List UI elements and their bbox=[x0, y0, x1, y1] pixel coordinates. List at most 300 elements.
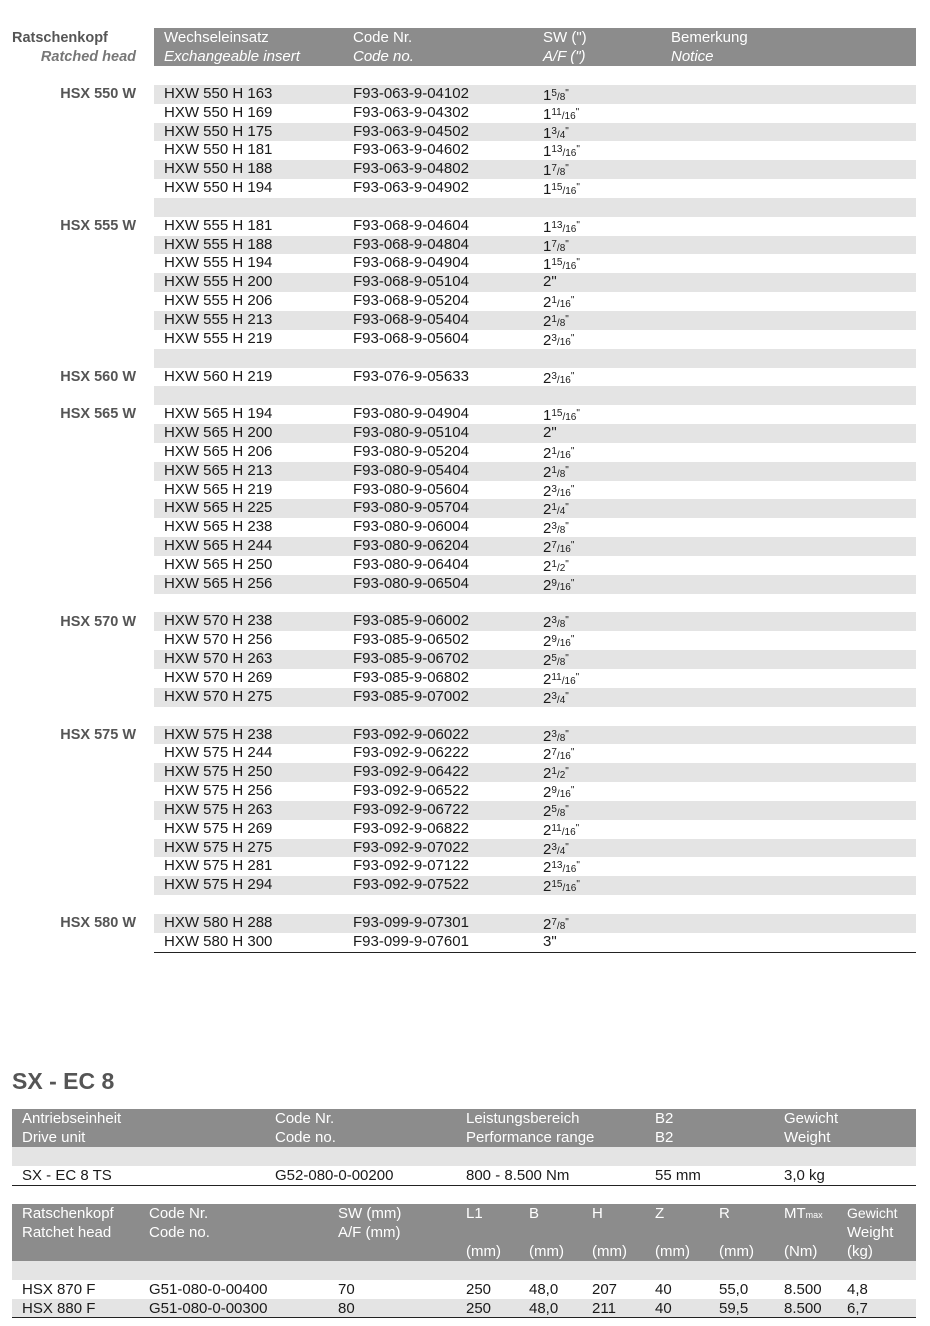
code-cell: F93-092-9-06522 bbox=[353, 782, 469, 800]
head-mt: 8.500 bbox=[784, 1281, 822, 1298]
head-col-mt-sub: max bbox=[805, 1210, 823, 1220]
sw-cell: $1^{15}/16^"$ bbox=[543, 256, 580, 274]
sw-denominator: 8 bbox=[559, 732, 566, 744]
sw-whole: 1 bbox=[543, 256, 552, 274]
sw-denominator: 16 bbox=[559, 789, 571, 801]
sw-whole: 2 bbox=[543, 273, 552, 291]
ratchet-head-label: HSX 555 W bbox=[60, 217, 136, 234]
unit-r: (mm) bbox=[719, 1243, 754, 1260]
code-cell: F93-076-9-05633 bbox=[353, 367, 469, 385]
col-sw-en: A/F (") bbox=[543, 48, 586, 65]
main-table-body bbox=[154, 66, 916, 952]
head-col-h: H bbox=[592, 1205, 603, 1222]
code-cell: F93-092-9-06022 bbox=[353, 725, 469, 743]
table-row bbox=[154, 292, 916, 311]
sw-cell: $1^7/8^"$ bbox=[543, 237, 569, 255]
drive-range: 800 - 8.500 Nm bbox=[466, 1167, 570, 1184]
sw-denominator: 16 bbox=[564, 110, 576, 122]
sw-numerator: 15 bbox=[551, 257, 563, 269]
sw-cell: $2^1/16^"$ bbox=[543, 444, 575, 462]
sw-cell: $2^1/8^"$ bbox=[543, 312, 569, 330]
code-cell: F93-063-9-04902 bbox=[353, 179, 469, 197]
insert-cell: HXW 565 H 200 bbox=[164, 424, 273, 442]
sw-denominator: 16 bbox=[565, 148, 577, 160]
ratchet-head-header bbox=[12, 29, 136, 67]
ratchet-head-label: HSX 560 W bbox=[60, 368, 136, 385]
sw-whole: 2 bbox=[543, 840, 552, 858]
drive-col-weight-de: Gewicht bbox=[784, 1110, 839, 1127]
table-row bbox=[154, 650, 916, 669]
sw-denominator: 16 bbox=[559, 581, 571, 593]
head-bottom-rule bbox=[12, 1317, 916, 1318]
ratchet-head-label: HSX 550 W bbox=[60, 85, 136, 102]
spacer-row bbox=[154, 895, 916, 914]
sw-whole: 1 bbox=[543, 143, 552, 161]
insert-cell: HXW 555 H 188 bbox=[164, 235, 273, 253]
table-row bbox=[154, 763, 916, 782]
sw-numerator: 1 bbox=[551, 502, 557, 514]
sw-cell: $2^1/8^"$ bbox=[543, 463, 569, 481]
sw-whole: 2 bbox=[543, 614, 552, 632]
sw-cell: $2^3/16^"$ bbox=[543, 369, 575, 387]
table-row bbox=[154, 368, 916, 387]
insert-cell: HXW 575 H 269 bbox=[164, 819, 273, 837]
col-notice-de: Bemerkung bbox=[671, 29, 748, 46]
drive-bottom-rule bbox=[12, 1185, 916, 1186]
code-cell: F93-085-9-06802 bbox=[353, 669, 469, 686]
sw-whole: 1 bbox=[543, 181, 552, 199]
sw-whole: 2 bbox=[543, 331, 552, 349]
sw-numerator: 3 bbox=[551, 728, 557, 740]
unit-h: (mm) bbox=[592, 1243, 627, 1260]
table-row bbox=[154, 688, 916, 707]
ratchet-head-label: HSX 580 W bbox=[60, 915, 136, 932]
sw-whole: 2 bbox=[543, 878, 552, 896]
sw-cell: $1^3/4^"$ bbox=[543, 124, 569, 142]
table-row bbox=[154, 273, 916, 292]
head-weight: 4,8 bbox=[847, 1281, 868, 1298]
table-row bbox=[154, 575, 916, 594]
unit-z: (mm) bbox=[655, 1243, 690, 1260]
table-row bbox=[154, 160, 916, 179]
sw-whole: 1 bbox=[543, 237, 552, 255]
drive-col-code-de: Code Nr. bbox=[275, 1110, 335, 1127]
code-cell: F93-092-9-07022 bbox=[353, 838, 469, 856]
sw-numerator: 1 bbox=[551, 313, 557, 325]
sw-numerator: 5 bbox=[551, 87, 557, 99]
code-cell: F93-063-9-04502 bbox=[353, 122, 469, 140]
sw-numerator: 7 bbox=[551, 916, 557, 928]
insert-cell: HXW 550 H 188 bbox=[164, 160, 273, 178]
header-en: Ratched head bbox=[40, 49, 136, 65]
table-row bbox=[154, 123, 916, 142]
sw-denominator: 8 bbox=[559, 657, 566, 669]
sw-numerator: 11 bbox=[551, 106, 562, 118]
sw-cell: $2^1/2^"$ bbox=[543, 557, 569, 575]
insert-cell: HXW 560 H 219 bbox=[164, 367, 273, 385]
sw-denominator: 8 bbox=[559, 525, 566, 537]
table-row bbox=[154, 104, 916, 123]
sw-whole: 2 bbox=[543, 915, 552, 933]
sw-cell: $1^{15}/16^"$ bbox=[543, 407, 580, 425]
col-insert-de: Wechseleinsatz bbox=[164, 29, 269, 46]
sw-cell: $2^{11}/16^"$ bbox=[543, 671, 580, 688]
sw-numerator: 1 bbox=[551, 464, 557, 476]
sw-denominator: 16 bbox=[565, 223, 577, 235]
sw-denominator: 16 bbox=[565, 883, 577, 895]
insert-cell: HXW 575 H 294 bbox=[164, 876, 273, 894]
insert-cell: HXW 565 H 213 bbox=[164, 461, 273, 479]
table-row bbox=[154, 311, 916, 330]
sw-cell: $1^7/8^"$ bbox=[543, 162, 569, 180]
insert-cell: HXW 575 H 244 bbox=[164, 744, 273, 762]
sw-whole: 2 bbox=[543, 444, 552, 462]
sw-denominator: 4 bbox=[559, 129, 566, 141]
head-r: 55,0 bbox=[719, 1281, 749, 1298]
drive-col-unit-en: Drive unit bbox=[22, 1129, 86, 1146]
unit-l1: (mm) bbox=[466, 1243, 501, 1260]
sw-cell: $2^3/4^"$ bbox=[543, 689, 569, 707]
sw-whole: 2 bbox=[543, 520, 552, 538]
table-row bbox=[154, 876, 916, 895]
sw-whole: 2 bbox=[543, 765, 552, 783]
col-code-en: Code no. bbox=[353, 48, 414, 65]
sw-whole: 2 bbox=[543, 557, 552, 575]
insert-cell: HXW 575 H 281 bbox=[164, 857, 273, 875]
drive-b2: 55 mm bbox=[655, 1167, 701, 1184]
insert-cell: HXW 565 H 206 bbox=[164, 442, 273, 460]
sw-numerator: 3 bbox=[551, 690, 557, 702]
sw-numerator: 15 bbox=[551, 408, 563, 420]
table-row bbox=[154, 405, 916, 424]
drive-unit-header bbox=[12, 1109, 916, 1147]
insert-cell: HXW 550 H 169 bbox=[164, 103, 273, 121]
sw-denominator: 16 bbox=[565, 186, 577, 198]
insert-cell: HXW 570 H 275 bbox=[164, 687, 273, 705]
sw-whole: 2 bbox=[543, 859, 552, 877]
sw-numerator: 15 bbox=[551, 879, 563, 891]
code-cell: F93-092-9-06822 bbox=[353, 819, 469, 837]
table-row bbox=[154, 330, 916, 349]
code-cell: F93-080-9-05704 bbox=[353, 499, 469, 517]
code-cell: F93-092-9-06222 bbox=[353, 744, 469, 762]
header-de: Ratschenkopf bbox=[12, 30, 108, 46]
col-sw-de: SW (") bbox=[543, 29, 587, 46]
col-notice-en: Notice bbox=[671, 48, 714, 65]
col-code-de: Code Nr. bbox=[353, 29, 413, 46]
code-cell: F93-063-9-04102 bbox=[353, 84, 469, 102]
sw-denominator: 8 bbox=[559, 167, 566, 179]
head-table-row bbox=[12, 1299, 916, 1318]
insert-cell: HXW 565 H 244 bbox=[164, 537, 273, 555]
code-cell: F93-080-9-05104 bbox=[353, 424, 469, 442]
sw-denominator: 16 bbox=[564, 826, 576, 838]
code-cell: F93-068-9-04804 bbox=[353, 235, 469, 253]
code-cell: F93-080-9-04904 bbox=[353, 405, 469, 423]
head-col-z: Z bbox=[655, 1205, 665, 1222]
sw-numerator: 7 bbox=[551, 540, 557, 552]
sw-cell: 2" bbox=[543, 424, 557, 442]
sw-numerator: 1 bbox=[551, 766, 557, 778]
code-cell: F93-092-9-07522 bbox=[353, 876, 469, 894]
code-cell: F93-085-9-06702 bbox=[353, 650, 469, 668]
table-row bbox=[154, 254, 916, 273]
sw-whole: 2 bbox=[543, 539, 552, 557]
head-col-mt-label: MT bbox=[784, 1205, 806, 1222]
ratchet-head-label: HSX 570 W bbox=[60, 613, 136, 630]
insert-cell: HXW 565 H 219 bbox=[164, 480, 273, 498]
insert-cell: HXW 575 H 238 bbox=[164, 725, 273, 743]
table-row bbox=[154, 744, 916, 763]
unit-b: (mm) bbox=[529, 1243, 564, 1260]
head-name: HSX 870 F bbox=[22, 1281, 96, 1298]
sw-denominator: 16 bbox=[559, 638, 571, 650]
insert-cell: HXW 550 H 181 bbox=[164, 141, 273, 159]
code-cell: F93-092-9-07122 bbox=[353, 857, 469, 875]
sw-whole: 2 bbox=[543, 802, 552, 820]
sw-denominator: 8 bbox=[559, 468, 566, 480]
head-col-l1: L1 bbox=[466, 1205, 483, 1222]
sw-whole: 2 bbox=[543, 784, 552, 802]
sw-cell: $1^{15}/16^"$ bbox=[543, 181, 580, 199]
sw-numerator: 9 bbox=[551, 577, 557, 589]
sw-numerator: 9 bbox=[551, 785, 557, 797]
sw-cell: $2^3/8^"$ bbox=[543, 614, 569, 632]
code-cell: F93-092-9-06722 bbox=[353, 800, 469, 818]
sw-numerator: 3 bbox=[551, 615, 557, 627]
sw-numerator: 13 bbox=[551, 219, 563, 231]
sw-cell: $2^5/8^"$ bbox=[543, 652, 569, 670]
insert-cell: HXW 565 H 250 bbox=[164, 555, 273, 573]
sw-numerator: 15 bbox=[551, 182, 563, 194]
sw-denominator: 16 bbox=[559, 374, 571, 386]
insert-cell: HXW 550 H 175 bbox=[164, 122, 273, 140]
insert-cell: HXW 575 H 256 bbox=[164, 782, 273, 800]
sw-numerator: 5 bbox=[551, 653, 557, 665]
head-col-mt bbox=[784, 1204, 823, 1225]
table-row bbox=[154, 424, 916, 443]
sw-numerator: 3 bbox=[551, 521, 557, 533]
code-cell: F93-080-9-05604 bbox=[353, 480, 469, 498]
sw-denominator: 8 bbox=[559, 317, 566, 329]
col-insert-en: Exchangeable insert bbox=[164, 48, 300, 65]
sw-whole: 2 bbox=[543, 312, 552, 330]
sw-whole: 2 bbox=[543, 727, 552, 745]
sw-cell: $1^{13}/16^"$ bbox=[543, 143, 580, 161]
insert-cell: HXW 565 H 194 bbox=[164, 405, 273, 423]
head-weight: 6,7 bbox=[847, 1300, 868, 1317]
table-row bbox=[154, 726, 916, 745]
head-col-head-en: Ratchet head bbox=[22, 1224, 112, 1241]
sw-denominator: 2 bbox=[559, 770, 566, 782]
drive-col-weight-en: Weight bbox=[784, 1129, 831, 1146]
spacer-row bbox=[154, 386, 916, 405]
sw-numerator: 13 bbox=[551, 860, 563, 872]
head-mt: 8.500 bbox=[784, 1300, 822, 1317]
code-cell: F93-080-9-06504 bbox=[353, 574, 469, 592]
sw-whole: 1 bbox=[543, 407, 552, 425]
table-row bbox=[154, 179, 916, 198]
code-cell: F93-068-9-04904 bbox=[353, 254, 469, 272]
unit-weight: (kg) bbox=[847, 1243, 873, 1260]
sw-numerator: 1 bbox=[551, 295, 557, 307]
sw-numerator: 11 bbox=[551, 672, 562, 683]
head-name: HSX 880 F bbox=[22, 1300, 96, 1317]
sw-numerator: 1 bbox=[551, 445, 557, 457]
sw-numerator: 1 bbox=[551, 558, 557, 570]
insert-cell: HXW 565 H 256 bbox=[164, 574, 273, 592]
insert-cell: HXW 580 H 288 bbox=[164, 913, 273, 931]
sw-cell: $2^1/4^"$ bbox=[543, 501, 569, 519]
sw-whole: 2 bbox=[543, 369, 552, 387]
sw-denominator: 4 bbox=[559, 845, 566, 857]
sw-cell: $2^7/16^"$ bbox=[543, 539, 575, 557]
insert-cell: HXW 570 H 269 bbox=[164, 669, 273, 686]
insert-cell: HXW 570 H 256 bbox=[164, 631, 273, 649]
spacer-row bbox=[154, 66, 916, 85]
section-title: SX - EC 8 bbox=[12, 1068, 115, 1094]
spacer-row bbox=[154, 349, 916, 368]
sw-cell: $2^3/4^"$ bbox=[543, 840, 569, 858]
table-row bbox=[154, 857, 916, 876]
sw-numerator: 3 bbox=[551, 483, 557, 495]
head-col-weight-en: Weight bbox=[847, 1224, 894, 1241]
sw-whole: 2 bbox=[543, 689, 552, 707]
sw-whole: 1 bbox=[543, 105, 552, 123]
sw-denominator: 16 bbox=[559, 751, 571, 763]
table-row bbox=[154, 141, 916, 160]
sw-cell: $2^9/16^"$ bbox=[543, 633, 575, 651]
head-code: G51-080-0-00400 bbox=[149, 1281, 268, 1298]
sw-numerator: 13 bbox=[551, 144, 563, 156]
table-row bbox=[154, 481, 916, 500]
sw-whole: 2 bbox=[543, 576, 552, 594]
main-table-bottom-rule bbox=[154, 952, 916, 953]
sw-cell: $2^{15}/16^"$ bbox=[543, 878, 580, 896]
sw-denominator: 8 bbox=[559, 920, 566, 932]
sw-numerator: 11 bbox=[551, 822, 562, 834]
code-cell: F93-080-9-05204 bbox=[353, 442, 469, 460]
unit-mt: (Nm) bbox=[784, 1243, 818, 1260]
sw-denominator: 16 bbox=[559, 449, 571, 461]
head-l1: 250 bbox=[466, 1281, 492, 1298]
table-row bbox=[154, 820, 916, 839]
insert-cell: HXW 565 H 238 bbox=[164, 518, 273, 536]
ratchet-head-table-header bbox=[12, 1204, 916, 1261]
table-row bbox=[154, 236, 916, 255]
head-sw: 70 bbox=[338, 1281, 355, 1298]
sw-whole: 2 bbox=[543, 652, 552, 670]
insert-cell: HXW 570 H 238 bbox=[164, 612, 273, 630]
code-cell: F93-068-9-05404 bbox=[353, 310, 469, 328]
sw-cell: $2^3/16^"$ bbox=[543, 331, 575, 349]
insert-cell: HXW 580 H 300 bbox=[164, 932, 273, 950]
sw-cell: 3" bbox=[543, 932, 557, 950]
insert-cell: HXW 555 H 194 bbox=[164, 254, 273, 272]
sw-cell: $1^5/8^"$ bbox=[543, 86, 569, 104]
table-row bbox=[154, 217, 916, 236]
sw-denominator: 16 bbox=[559, 336, 571, 348]
sw-cell: $2^7/8^"$ bbox=[543, 915, 569, 933]
table-row bbox=[154, 839, 916, 858]
head-b: 48,0 bbox=[529, 1281, 559, 1298]
table-row bbox=[154, 499, 916, 518]
sw-whole: 1 bbox=[543, 86, 552, 104]
head-sw: 80 bbox=[338, 1300, 355, 1317]
sw-cell: $2^5/8^"$ bbox=[543, 802, 569, 820]
code-cell: F93-068-9-05104 bbox=[353, 273, 469, 291]
spacer-row bbox=[154, 707, 916, 726]
drive-col-range-en: Performance range bbox=[466, 1129, 595, 1146]
head-code: G51-080-0-00300 bbox=[149, 1300, 268, 1317]
drive-col-unit-de: Antriebseinheit bbox=[22, 1110, 122, 1127]
table-row bbox=[154, 537, 916, 556]
sw-denominator: 16 bbox=[565, 864, 577, 876]
drive-col-b2-en: B2 bbox=[655, 1129, 674, 1146]
sw-whole: 2 bbox=[543, 633, 552, 651]
sw-denominator: 16 bbox=[559, 487, 571, 499]
sw-numerator: 7 bbox=[551, 163, 557, 175]
sw-denominator: 4 bbox=[559, 506, 566, 518]
table-row bbox=[154, 462, 916, 481]
insert-cell: HXW 575 H 275 bbox=[164, 838, 273, 856]
code-cell: F93-099-9-07601 bbox=[353, 932, 469, 950]
table-row bbox=[154, 669, 916, 688]
sw-whole: 2 bbox=[543, 746, 552, 764]
drive-unit: SX - EC 8 TS bbox=[22, 1167, 112, 1184]
code-cell: F93-080-9-05404 bbox=[353, 461, 469, 479]
sw-whole: 1 bbox=[543, 218, 552, 236]
sw-numerator: 3 bbox=[551, 125, 557, 137]
table-row bbox=[154, 556, 916, 575]
sw-denominator: 8 bbox=[559, 619, 566, 631]
sw-whole: 2 bbox=[543, 424, 552, 442]
code-cell: F93-063-9-04302 bbox=[353, 103, 469, 121]
sw-denominator: 2 bbox=[559, 562, 566, 574]
head-col-sw-en: A/F (mm) bbox=[338, 1224, 401, 1241]
sw-denominator: 8 bbox=[559, 91, 566, 103]
sw-whole: 2 bbox=[543, 463, 552, 481]
insert-cell: HXW 575 H 250 bbox=[164, 763, 273, 781]
sw-whole: 2 bbox=[543, 482, 552, 500]
table-row bbox=[154, 443, 916, 462]
sw-denominator: 16 bbox=[559, 544, 571, 556]
sw-denominator: 8 bbox=[559, 242, 566, 254]
sw-cell: $2^3/8^"$ bbox=[543, 520, 569, 538]
sw-whole: 1 bbox=[543, 162, 552, 180]
ratchet-head-label: HSX 565 W bbox=[60, 406, 136, 423]
sw-whole: 2 bbox=[543, 821, 552, 839]
drive-col-code-en: Code no. bbox=[275, 1129, 336, 1146]
table-row bbox=[154, 914, 916, 933]
sw-cell: $2^1/16^"$ bbox=[543, 294, 575, 312]
table-row bbox=[154, 801, 916, 820]
sw-cell: $2^9/16^"$ bbox=[543, 784, 575, 802]
head-h: 211 bbox=[592, 1300, 616, 1317]
head-col-r: R bbox=[719, 1205, 730, 1222]
insert-cell: HXW 575 H 263 bbox=[164, 800, 273, 818]
spacer-row bbox=[154, 198, 916, 217]
sw-cell: $2^{11}/16^"$ bbox=[543, 821, 580, 839]
insert-cell: HXW 570 H 263 bbox=[164, 650, 273, 668]
sw-denominator: 4 bbox=[559, 694, 566, 706]
sw-cell: $2^3/16^"$ bbox=[543, 482, 575, 500]
sw-whole: 1 bbox=[543, 124, 552, 142]
sw-numerator: 3 bbox=[551, 841, 557, 853]
sw-whole: 3 bbox=[543, 932, 552, 950]
code-cell: F93-068-9-04604 bbox=[353, 216, 469, 234]
head-col-weight-de: Gewicht bbox=[847, 1205, 898, 1221]
